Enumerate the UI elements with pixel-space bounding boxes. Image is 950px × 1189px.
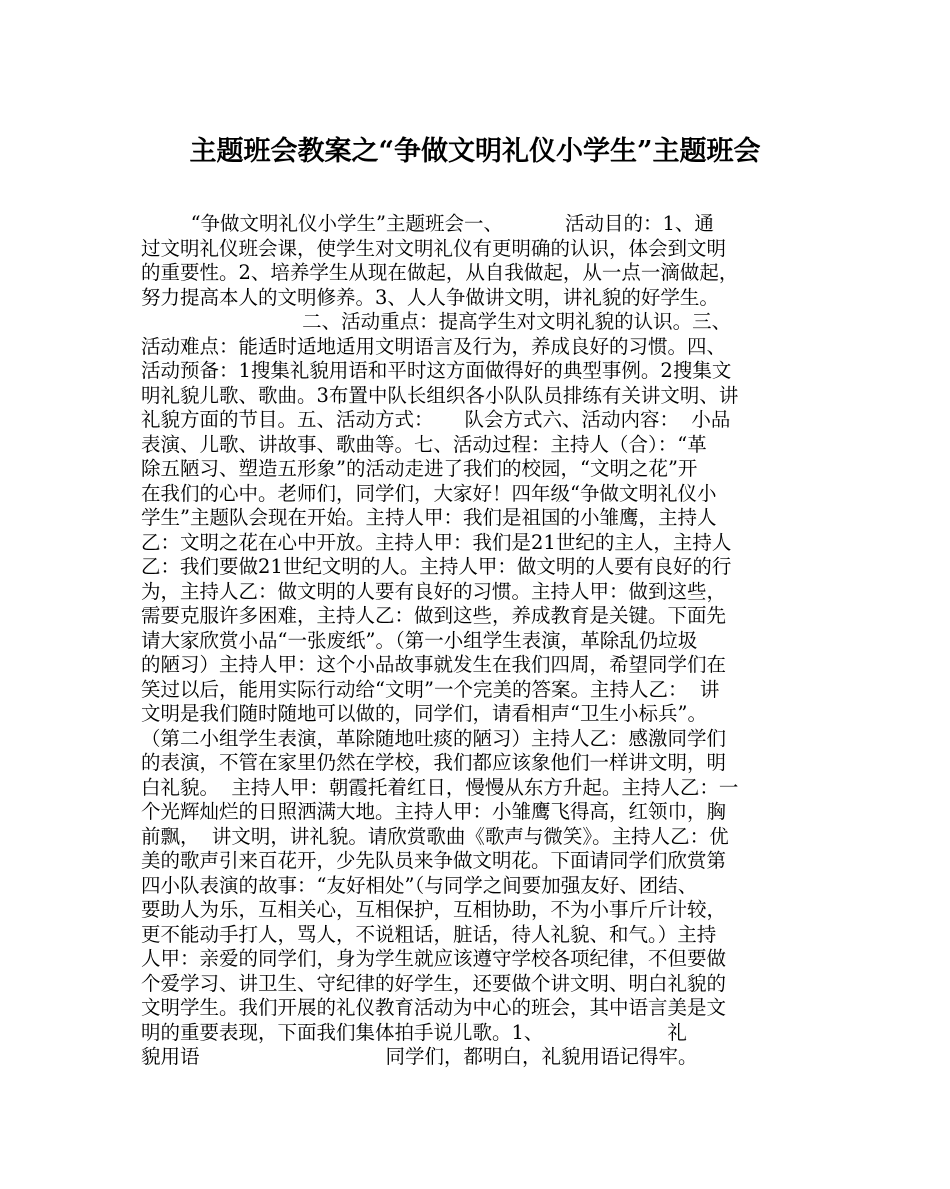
- body-text-line: 四小队表演的故事：“友好相处”（与同学之间要加强友好、团结、: [141, 873, 698, 897]
- body-text-line: 需要克服许多困难，主持人乙：做到这些，养成教育是关键。下面先: [141, 604, 727, 627]
- body-text-line: 活动预备：1搜集礼貌用语和平时这方面做得好的典型事例。2搜集文: [141, 359, 732, 382]
- body-text-line: 努力提高本人的文明修养。3、人人争做讲文明，讲礼貌的好学生。: [141, 285, 719, 309]
- document-title: 主题班会教案之“争做文明礼仪小学生”主题班会: [189, 136, 761, 167]
- body-text-line: 要助人为乐，互相关心，互相保护，互相协助，不为小事斤斤计较，: [141, 898, 727, 921]
- body-text-line: 二、活动重点：提高学生对文明礼貌的认识。三、: [141, 310, 732, 333]
- body-text-line: 的陋习）主持人甲：这个小品故事就发生在我们四周，希望同学们在: [141, 653, 727, 676]
- body-text-line: 为，主持人乙：做文明的人要有良好的习惯。主持人甲：做到这些，: [141, 579, 727, 603]
- body-text-line: （第二小组学生表演，革除随地吐痰的陋习）主持人乙：感激同学们: [141, 726, 727, 750]
- body-text-line: “争做文明礼仪小学生”主题班会一、 活动目的：1、通: [141, 212, 714, 235]
- body-text-line: 乙：我们要做21世纪文明的人。主持人甲：做文明的人要有良好的行: [141, 555, 732, 578]
- body-text-line: 更不能动手打人，骂人，不说粗话，脏话，待人礼貌、和气。）主持: [141, 922, 717, 946]
- body-text-line: 除五陋习、塑造五形象”的活动走进了我们的校园，“文明之花”开: [141, 457, 698, 480]
- body-text-line: 个光辉灿烂的日照洒满大地。主持人甲：小雏鹰飞得高，红领巾，胸: [141, 800, 727, 823]
- body-text-line: 前飘， 讲文明，讲礼貌。请欣赏歌曲《歌声与微笑》。主持人乙：优: [141, 824, 729, 848]
- body-text-line: 在我们的心中。老师们，同学们，大家好！四年级“争做文明礼仪小: [141, 481, 717, 505]
- body-text-line: 乙：文明之花在心中开放。主持人甲：我们是21世纪的主人，主持人: [141, 530, 732, 554]
- body-text-line: 明礼貌儿歌、歌曲。3布置中队长组织各小队队员排练有关讲文明、讲: [141, 383, 739, 407]
- body-text-line: 人甲：亲爱的同学们，身为学生就应该遵守学校各项纪律，不但要做: [141, 947, 727, 970]
- body-text-line: 美的歌声引来百花开，少先队员来争做文明花。下面请同学们欣赏第: [141, 849, 727, 872]
- body-text-line: 文明学生。我们开展的礼仪教育活动为中心的班会，其中语言美是文: [141, 996, 727, 1019]
- body-text-line: 明的重要表现，下面我们集体拍手说儿歌。1、 礼: [141, 1020, 687, 1044]
- body-text-line: 貌用语 同学们，都明白，礼貌用语记得牢。: [141, 1045, 698, 1068]
- body-text-line: 礼貌方面的节目。五、活动方式： 队会方式六、活动内容： 小品: [141, 408, 731, 431]
- body-text-line: 笑过以后，能用实际行动给“文明”一个完美的答案。主持人乙： 讲: [141, 677, 720, 701]
- document-body: [141, 212, 811, 1070]
- body-text-line: 个爱学习、讲卫生、守纪律的好学生，还要做个讲文明、明白礼貌的: [141, 971, 727, 995]
- body-text-line: 学生”主题队会现在开始。主持人甲：我们是祖国的小雏鹰，主持人: [141, 506, 717, 529]
- body-text-line: 的表演，不管在家里仍然在学校，我们都应该象他们一样讲文明，明: [141, 751, 727, 774]
- body-text-line: 请大家欣赏小品“一张废纸”。（第一小组学生表演，革除乱仍垃圾: [141, 628, 698, 652]
- body-text-line: 表演、儿歌、讲故事、歌曲等。七、活动过程：主持人（合）：“革: [141, 432, 707, 456]
- body-text-line: 的重要性。2、培养学生从现在做起，从自我做起，从一点一滴做起，: [141, 261, 739, 284]
- body-text-line: 白礼貌。 主持人甲：朝霞托着红日，慢慢从东方升起。主持人乙：一: [141, 775, 739, 799]
- body-text-line: 过文明礼仪班会课，使学生对文明礼仪有更明确的认识，体会到文明: [141, 236, 727, 260]
- body-text-line: 文明是我们随时随地可以做的，同学们，请看相声“卫生小标兵”。: [141, 702, 707, 725]
- body-text-line: 活动难点：能适时适地适用文明语言及行为，养成良好的习惯。四、: [141, 334, 727, 358]
